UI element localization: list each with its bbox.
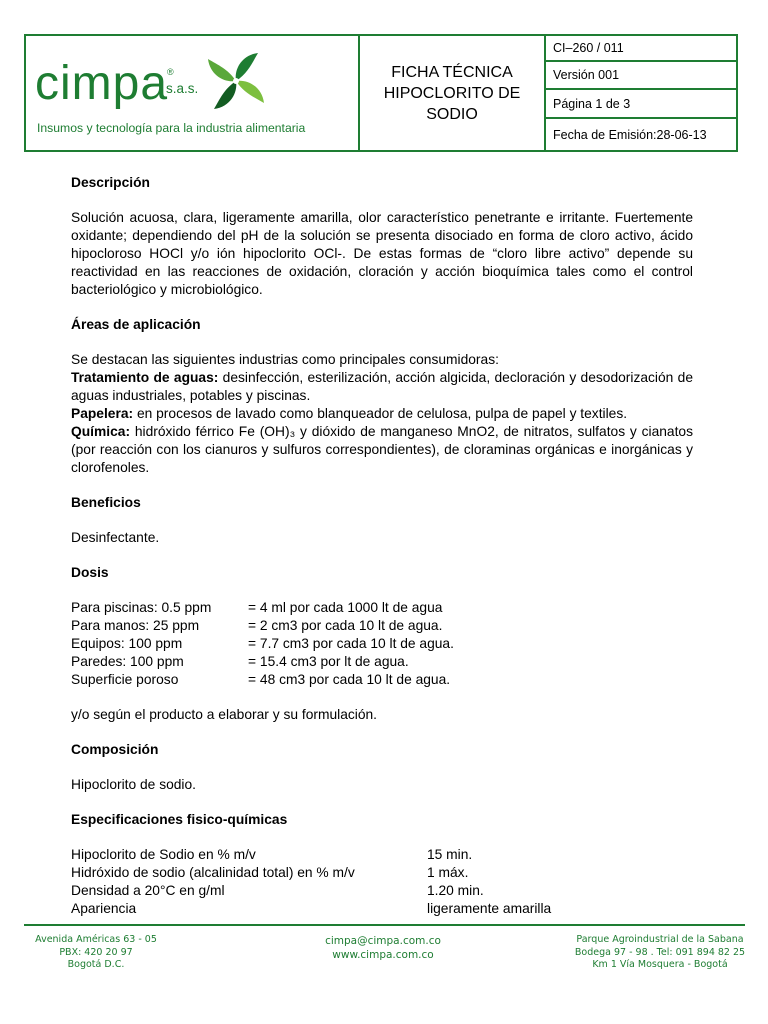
section-descripcion (71, 174, 693, 299)
area-label: Química: (71, 424, 131, 439)
section-areas (71, 316, 693, 477)
spec-row (71, 846, 693, 864)
dose-use: Para manos: 25 ppm (71, 618, 200, 633)
dose-amount: = 2 cm3 por cada 10 lt de agua. (248, 618, 443, 633)
footer-warehouse-line-2: Bodega 97 - 98 . Tel: 091 894 82 25 (574, 946, 746, 958)
page-indicator: Página 1 de 3 (546, 90, 738, 119)
area-text: desinfección, esterilización, acción algicida, decloración y desodorización de aguas industriales, potables y piscinas. (71, 370, 693, 403)
footer-contact (318, 934, 448, 962)
document-version: Versión 001 (546, 62, 738, 90)
dose-note: y/o según el producto a elaborar y su formulación. (71, 707, 378, 722)
spec-property: Hidróxido de sodio (alcalinidad total) en % m/v (71, 865, 355, 880)
footer-email-link[interactable]: cimpa@cimpa.com.co (325, 935, 441, 947)
dose-use: Equipos: 100 ppm (71, 636, 183, 651)
footer-warehouse-line-1: Parque Agroindustrial de la Sabana (576, 934, 744, 945)
spec-row (71, 900, 693, 918)
title-line-2: HIPOCLORITO DE (383, 84, 521, 102)
spec-row (71, 864, 693, 882)
footer-city: Bogotá D.C. (67, 959, 125, 970)
document-title (360, 36, 546, 150)
areas-intro: Se destacan las siguientes industrias como principales consumidoras: (71, 352, 499, 367)
area-text: hidróxido férrico Fe (OH)₃ y dióxido de manganeso MnO2, de nitratos, sulfatos y cianatos (por reacción con los cianuros y sulfuros correspondientes), de cloraminas orgánicas e inorgánicas y clorofenoles. (71, 424, 693, 475)
composition-text: Hipoclorito de sodio. (71, 777, 197, 792)
logo-cell (26, 36, 360, 150)
document-body (71, 174, 693, 918)
dose-row (71, 671, 693, 689)
section-title: Beneficios (71, 495, 141, 510)
section-dosis (71, 564, 693, 724)
spec-value: 15 min. (427, 847, 473, 862)
document-header (24, 34, 738, 152)
document-code: CI–260 / 011 (546, 36, 738, 62)
issue-date: Fecha de Emisión:28-06-13 (553, 127, 707, 142)
section-composicion (71, 741, 693, 794)
area-text: en procesos de lavado como blanqueador de celulosa, pulpa de papel y textiles. (133, 406, 628, 421)
spec-value: ligeramente amarilla (427, 901, 552, 916)
section-title: Especificaciones fisico-químicas (71, 812, 288, 827)
dose-amount: = 7.7 cm3 por cada 10 lt de agua. (248, 636, 454, 651)
dose-row (71, 599, 693, 617)
section-title: Áreas de aplicación (71, 317, 201, 332)
footer-website-link[interactable]: www.cimpa.com.co (332, 949, 434, 961)
area-label: Tratamiento de aguas: (71, 370, 219, 385)
dose-row (71, 653, 693, 671)
spec-value: 1 máx. (427, 865, 469, 880)
dose-row (71, 617, 693, 635)
section-title: Dosis (71, 565, 109, 580)
title-line-1: FICHA TÉCNICA (391, 63, 513, 81)
title-line-3: SODIO (426, 105, 478, 123)
dose-use: Paredes: 100 ppm (71, 654, 184, 669)
section-title: Composición (71, 742, 159, 757)
document-meta (546, 36, 738, 150)
logo-suffix: s.a.s. (166, 81, 199, 96)
description-text: Solución acuosa, clara, ligeramente amarilla, olor característico penetrante e irritante. Fuertemente oxidante; dependiendo del pH de la solución se presenta disociado en forma de cloro activo, ácido hipocloroso HOCl y/o ión hipoclorito OCl-. De estas formas de “cloro libre activo” depende su reactividad en las reacciones de oxidación, cloración y acción bioquímica tales como el control bacteriológico y microbiológico. (71, 210, 693, 297)
footer-divider (24, 924, 745, 926)
spec-property: Hipoclorito de Sodio en % m/v (71, 847, 256, 862)
area-item-papelera (71, 405, 693, 423)
area-label: Papelera: (71, 406, 134, 421)
section-especificaciones (71, 811, 693, 918)
spec-value: 1.20 min. (427, 883, 484, 898)
logo-tagline: Insumos y tecnología para la industria alimentaria (37, 121, 306, 135)
footer-address (26, 934, 166, 972)
pinwheel-logo-icon (200, 50, 272, 112)
spec-property: Apariencia (71, 901, 137, 916)
logo-registered-mark: ® (167, 67, 174, 77)
benefits-text: Desinfectante. (71, 530, 160, 545)
footer-address-line-1: Avenida Américas 63 - 05 (35, 934, 157, 945)
spec-row (71, 882, 693, 900)
dose-amount: = 4 ml por cada 1000 lt de agua (248, 600, 443, 615)
dose-amount: = 48 cm3 por cada 10 lt de agua. (248, 672, 451, 687)
dose-use: Para piscinas: 0.5 ppm (71, 600, 212, 615)
footer-warehouse-line-3: Km 1 Vía Mosquera - Bogotá (592, 959, 728, 970)
dose-row (71, 635, 693, 653)
section-beneficios (71, 494, 693, 547)
footer-phone: PBX: 420 20 97 (59, 946, 133, 958)
area-item-aguas (71, 369, 693, 405)
logo-wordmark: cimpa (35, 57, 169, 110)
dose-amount: = 15.4 cm3 por lt de agua. (248, 654, 409, 669)
section-title: Descripción (71, 175, 150, 190)
spec-property: Densidad a 20°C en g/ml (71, 883, 225, 898)
area-item-quimica (71, 423, 693, 477)
dose-use: Superficie poroso (71, 672, 179, 687)
footer-warehouse (570, 934, 750, 972)
